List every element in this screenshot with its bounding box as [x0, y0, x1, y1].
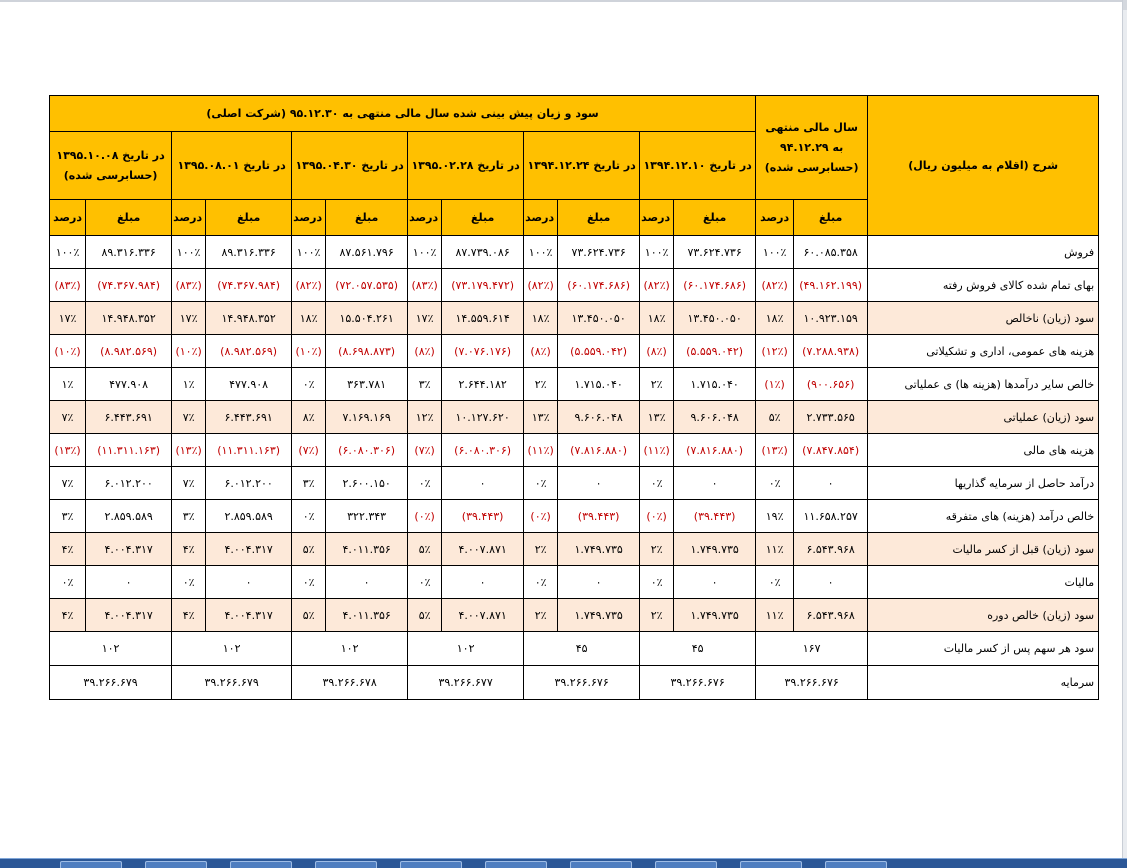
percent-cell: (۸۲٪): [640, 269, 674, 302]
percent-cell: ۲٪: [640, 368, 674, 401]
table-row: [50, 401, 1099, 434]
percent-cell: ۲٪: [640, 599, 674, 632]
amount-cell: ۱.۷۱۵.۰۴۰: [674, 368, 756, 401]
amount-cell: ۰: [794, 566, 868, 599]
amount-cell: (۵.۵۵۹.۰۴۲): [674, 335, 756, 368]
amount-cell: ۰: [558, 467, 640, 500]
percent-cell: ۳٪: [50, 500, 86, 533]
percent-cell: (۱۳٪): [756, 434, 794, 467]
percent-subheader: درصد: [640, 200, 674, 236]
percent-cell: ۱۳٪: [524, 401, 558, 434]
amount-cell: (۷.۰۷۶.۱۷۶): [442, 335, 524, 368]
percent-cell: ۰٪: [756, 566, 794, 599]
percent-cell: ۰٪: [640, 467, 674, 500]
amount-cell: ۱.۷۱۵.۰۴۰: [558, 368, 640, 401]
table-row: [50, 566, 1099, 599]
percent-cell: (۸۲٪): [524, 269, 558, 302]
amount-cell: ۲.۶۴۴.۱۸۲: [442, 368, 524, 401]
percent-cell: (۱۰٪): [50, 335, 86, 368]
percent-cell: ۱۹٪: [756, 500, 794, 533]
capital-value-cell: ۳۹.۲۶۶.۶۷۹: [172, 666, 292, 700]
amount-cell: ۷۳.۶۲۴.۷۳۶: [558, 236, 640, 269]
forecast-date-header: در تاریخ ۱۳۹۴.۱۲.۲۴: [524, 132, 640, 200]
amount-cell: (۶.۰۸۰.۳۰۶): [326, 434, 408, 467]
row-label: بهای تمام شده کالای فروش رفته: [868, 269, 1099, 302]
amount-subheader: مبلغ: [442, 200, 524, 236]
percent-subheader: درصد: [292, 200, 326, 236]
capital-row: [50, 666, 1099, 700]
eps-value-cell: ۱۰۲: [292, 632, 408, 666]
percent-cell: ۰٪: [524, 566, 558, 599]
percent-cell: (۰٪): [524, 500, 558, 533]
percent-cell: ۰٪: [640, 566, 674, 599]
amount-cell: ۱۴.۹۴۸.۳۵۲: [206, 302, 292, 335]
amount-cell: ۶.۴۴۳.۶۹۱: [206, 401, 292, 434]
forecast-date-header: در تاریخ ۱۳۹۵.۰۲.۲۸: [408, 132, 524, 200]
amount-cell: ۱۵.۵۰۴.۲۶۱: [326, 302, 408, 335]
percent-cell: (۱٪): [756, 368, 794, 401]
percent-cell: ۳٪: [408, 368, 442, 401]
description-header: شرح (اقلام به میلیون ریال): [868, 96, 1099, 236]
amount-cell: (۸.۹۸۲.۵۶۹): [86, 335, 172, 368]
percent-cell: ۱۸٪: [640, 302, 674, 335]
percent-cell: ۰٪: [524, 467, 558, 500]
percent-cell: ۱۸٪: [292, 302, 326, 335]
percent-cell: (۷٪): [292, 434, 326, 467]
amount-cell: ۰: [86, 566, 172, 599]
percent-cell: ۱۱٪: [756, 533, 794, 566]
percent-cell: (۱۰٪): [172, 335, 206, 368]
forecast-date-header: در تاریخ ۱۳۹۵.۰۴.۳۰: [292, 132, 408, 200]
amount-cell: ۶۰.۰۸۵.۳۵۸: [794, 236, 868, 269]
amount-cell: ۰: [326, 566, 408, 599]
amount-cell: (۱۱.۳۱۱.۱۶۳): [86, 434, 172, 467]
percent-subheader: درصد: [50, 200, 86, 236]
amount-subheader: مبلغ: [86, 200, 172, 236]
percent-cell: ۱۸٪: [524, 302, 558, 335]
amount-cell: (۳۹.۴۴۳): [442, 500, 524, 533]
percent-cell: ۱۰۰٪: [524, 236, 558, 269]
amount-cell: (۷.۲۸۸.۹۳۸): [794, 335, 868, 368]
percent-cell: (۸٪): [524, 335, 558, 368]
amount-cell: ۴.۰۰۷.۸۷۱: [442, 533, 524, 566]
amount-cell: ۸۹.۳۱۶.۳۳۶: [206, 236, 292, 269]
row-label: خالص درآمد (هزینه) های متفرقه: [868, 500, 1099, 533]
row-label: هزینه های عمومی، اداری و تشکیلاتی: [868, 335, 1099, 368]
percent-cell: ۴٪: [172, 533, 206, 566]
percent-cell: (۸۳٪): [172, 269, 206, 302]
amount-cell: (۸.۹۸۲.۵۶۹): [206, 335, 292, 368]
amount-subheader: مبلغ: [326, 200, 408, 236]
amount-cell: (۷۴.۳۶۷.۹۸۴): [86, 269, 172, 302]
amount-subheader: مبلغ: [206, 200, 292, 236]
amount-cell: ۱۰.۹۲۳.۱۵۹: [794, 302, 868, 335]
amount-cell: ۱۱.۶۵۸.۲۵۷: [794, 500, 868, 533]
row-label: هزینه های مالی: [868, 434, 1099, 467]
amount-cell: ۱۳.۴۵۰.۰۵۰: [674, 302, 756, 335]
row-label: مالیات: [868, 566, 1099, 599]
percent-cell: (۱۲٪): [756, 335, 794, 368]
percent-cell: ۳٪: [292, 467, 326, 500]
percent-cell: ۱۰۰٪: [640, 236, 674, 269]
amount-cell: (۷.۸۱۶.۸۸۰): [558, 434, 640, 467]
percent-cell: ۰٪: [756, 467, 794, 500]
percent-cell: (۰٪): [408, 500, 442, 533]
row-label: فروش: [868, 236, 1099, 269]
percent-cell: ۱۷٪: [408, 302, 442, 335]
percent-cell: ۱۳٪: [640, 401, 674, 434]
percent-cell: ۰٪: [292, 500, 326, 533]
forecast-date-header: در تاریخ ۱۳۹۴.۱۲.۱۰: [640, 132, 756, 200]
percent-subheader: درصد: [756, 200, 794, 236]
amount-cell: ۱.۷۴۹.۷۳۵: [558, 533, 640, 566]
amount-cell: ۳۶۳.۷۸۱: [326, 368, 408, 401]
capital-value-cell: ۳۹.۲۶۶.۶۷۶: [524, 666, 640, 700]
percent-cell: (۸٪): [640, 335, 674, 368]
amount-cell: ۷۳.۶۲۴.۷۳۶: [674, 236, 756, 269]
amount-subheader: مبلغ: [794, 200, 868, 236]
capital-value-cell: ۳۹.۲۶۶.۶۷۶: [756, 666, 868, 700]
percent-cell: (۸٪): [408, 335, 442, 368]
percent-cell: ۲٪: [524, 368, 558, 401]
percent-cell: (۸۲٪): [756, 269, 794, 302]
percent-cell: (۸۳٪): [408, 269, 442, 302]
amount-cell: ۰: [206, 566, 292, 599]
percent-cell: ۱۲٪: [408, 401, 442, 434]
amount-cell: (۹۰۰.۶۵۶): [794, 368, 868, 401]
amount-cell: ۶.۰۱۲.۲۰۰: [86, 467, 172, 500]
amount-cell: (۶۰.۱۷۴.۶۸۶): [674, 269, 756, 302]
amount-cell: ۴۷۷.۹۰۸: [206, 368, 292, 401]
percent-cell: ۲٪: [524, 599, 558, 632]
amount-cell: ۴.۰۰۴.۳۱۷: [206, 533, 292, 566]
amount-cell: ۸۷.۷۳۹.۰۸۶: [442, 236, 524, 269]
percent-cell: ۱۷٪: [50, 302, 86, 335]
audited-year-header: سال مالی منتهی به ۹۴.۱۲.۲۹ (حسابرسی شده): [756, 96, 868, 200]
percent-cell: ۰٪: [292, 566, 326, 599]
percent-cell: ۰٪: [172, 566, 206, 599]
percent-cell: ۵٪: [408, 599, 442, 632]
table-row: [50, 500, 1099, 533]
percent-cell: (۱۳٪): [50, 434, 86, 467]
percent-cell: ۱۸٪: [756, 302, 794, 335]
amount-cell: ۶.۰۱۲.۲۰۰: [206, 467, 292, 500]
amount-cell: ۰: [674, 467, 756, 500]
amount-cell: ۱۳.۴۵۰.۰۵۰: [558, 302, 640, 335]
percent-cell: ۷٪: [50, 467, 86, 500]
percent-cell: ۸٪: [292, 401, 326, 434]
percent-cell: (۱۱٪): [524, 434, 558, 467]
amount-cell: ۰: [674, 566, 756, 599]
percent-cell: ۴٪: [172, 599, 206, 632]
amount-cell: (۳۹.۴۴۳): [558, 500, 640, 533]
amount-cell: ۲.۷۳۳.۵۶۵: [794, 401, 868, 434]
percent-cell: ۷٪: [50, 401, 86, 434]
percent-subheader: درصد: [524, 200, 558, 236]
amount-cell: ۹.۶۰۶.۰۴۸: [674, 401, 756, 434]
percent-cell: ۲٪: [524, 533, 558, 566]
table-row: [50, 335, 1099, 368]
percent-cell: ۱۰۰٪: [172, 236, 206, 269]
percent-cell: (۷٪): [408, 434, 442, 467]
amount-cell: ۴۷۷.۹۰۸: [86, 368, 172, 401]
amount-cell: ۴.۰۱۱.۳۵۶: [326, 599, 408, 632]
amount-cell: (۶.۰۸۰.۳۰۶): [442, 434, 524, 467]
amount-cell: ۲.۸۵۹.۵۸۹: [206, 500, 292, 533]
amount-cell: ۴.۰۰۴.۳۱۷: [86, 599, 172, 632]
amount-cell: ۰: [794, 467, 868, 500]
percent-cell: ۱۰۰٪: [292, 236, 326, 269]
capital-value-cell: ۳۹.۲۶۶.۶۷۶: [640, 666, 756, 700]
amount-cell: (۷.۸۱۶.۸۸۰): [674, 434, 756, 467]
table-row: [50, 302, 1099, 335]
amount-cell: (۷۲.۰۵۷.۵۳۵): [326, 269, 408, 302]
table-row: [50, 599, 1099, 632]
eps-value-cell: ۱۰۲: [172, 632, 292, 666]
amount-cell: ۶.۴۴۳.۶۹۱: [86, 401, 172, 434]
amount-cell: (۷۳.۱۷۹.۴۷۲): [442, 269, 524, 302]
window-top-edge: [0, 0, 1127, 2]
percent-cell: ۱۱٪: [756, 599, 794, 632]
percent-cell: ۱۰۰٪: [756, 236, 794, 269]
percent-cell: ۲٪: [640, 533, 674, 566]
amount-cell: (۳۹.۴۴۳): [674, 500, 756, 533]
percent-cell: ۰٪: [50, 566, 86, 599]
percent-cell: ۵٪: [292, 599, 326, 632]
row-label: سود (زیان) عملیاتی: [868, 401, 1099, 434]
row-label: سود (زیان) قبل از کسر مالیات: [868, 533, 1099, 566]
percent-subheader: درصد: [408, 200, 442, 236]
row-label: سود (زیان) ناخالص: [868, 302, 1099, 335]
amount-subheader: مبلغ: [558, 200, 640, 236]
forecast-header: سود و زیان پیش بینی شده سال مالی منتهی به ۹۵.۱۲.۳۰ (شرکت اصلی): [50, 96, 756, 132]
percent-cell: (۱۳٪): [172, 434, 206, 467]
amount-cell: ۴.۰۱۱.۳۵۶: [326, 533, 408, 566]
table-row: [50, 368, 1099, 401]
amount-cell: ۱۴.۹۴۸.۳۵۲: [86, 302, 172, 335]
amount-cell: (۴۹.۱۶۲.۱۹۹): [794, 269, 868, 302]
eps-value-cell: ۴۵: [640, 632, 756, 666]
percent-cell: ۵٪: [292, 533, 326, 566]
eps-value-cell: ۱۰۲: [50, 632, 172, 666]
percent-cell: ۴٪: [50, 599, 86, 632]
capital-value-cell: ۳۹.۲۶۶.۶۷۹: [50, 666, 172, 700]
amount-cell: (۶۰.۱۷۴.۶۸۶): [558, 269, 640, 302]
eps-value-cell: ۱۰۲: [408, 632, 524, 666]
percent-cell: (۰٪): [640, 500, 674, 533]
percent-cell: ۱٪: [172, 368, 206, 401]
percent-cell: (۱۰٪): [292, 335, 326, 368]
percent-cell: ۵٪: [756, 401, 794, 434]
amount-cell: ۲.۸۵۹.۵۸۹: [86, 500, 172, 533]
amount-cell: (۱۱.۳۱۱.۱۶۳): [206, 434, 292, 467]
percent-cell: ۵٪: [408, 533, 442, 566]
amount-cell: (۷.۸۴۷.۸۵۴): [794, 434, 868, 467]
percent-cell: ۱۷٪: [172, 302, 206, 335]
amount-cell: ۶.۵۴۳.۹۶۸: [794, 533, 868, 566]
percent-cell: ۰٪: [292, 368, 326, 401]
percent-cell: ۱۰۰٪: [50, 236, 86, 269]
forecast-date-header: در تاریخ ۱۳۹۵.۱۰.۰۸ (حسابرسی شده): [50, 132, 172, 200]
percent-cell: ۳٪: [172, 500, 206, 533]
amount-cell: ۸۷.۵۶۱.۷۹۶: [326, 236, 408, 269]
percent-cell: ۷٪: [172, 401, 206, 434]
table-row: [50, 269, 1099, 302]
table-row: [50, 467, 1099, 500]
amount-cell: ۱۰.۱۲۷.۶۲۰: [442, 401, 524, 434]
amount-cell: ۰: [558, 566, 640, 599]
capital-value-cell: ۳۹.۲۶۶.۶۷۷: [408, 666, 524, 700]
row-label: خالص سایر درآمدها (هزینه ها) ی عملیاتی: [868, 368, 1099, 401]
table-row: [50, 236, 1099, 269]
eps-value-cell: ۴۵: [524, 632, 640, 666]
percent-cell: ۷٪: [172, 467, 206, 500]
vertical-scrollbar[interactable]: [1122, 0, 1127, 858]
amount-cell: ۳۲۲.۳۴۳: [326, 500, 408, 533]
scroll-up-arrow-icon[interactable]: [1123, 0, 1127, 10]
amount-cell: ۲.۶۰۰.۱۵۰: [326, 467, 408, 500]
eps-row: [50, 632, 1099, 666]
forecast-date-header: در تاریخ ۱۳۹۵.۰۸.۰۱: [172, 132, 292, 200]
percent-cell: ۱۰۰٪: [408, 236, 442, 269]
row-label: درآمد حاصل از سرمایه گذاریها: [868, 467, 1099, 500]
amount-cell: ۸۹.۳۱۶.۳۳۶: [86, 236, 172, 269]
table-row: [50, 533, 1099, 566]
percent-cell: (۱۱٪): [640, 434, 674, 467]
percent-cell: ۱٪: [50, 368, 86, 401]
percent-cell: ۰٪: [408, 566, 442, 599]
amount-cell: ۰: [442, 566, 524, 599]
row-label: سود (زیان) خالص دوره: [868, 599, 1099, 632]
amount-cell: ۰: [442, 467, 524, 500]
amount-cell: ۴.۰۰۴.۳۱۷: [206, 599, 292, 632]
percent-cell: (۸۳٪): [50, 269, 86, 302]
amount-cell: ۷.۱۶۹.۱۶۹: [326, 401, 408, 434]
eps-value-cell: ۱۶۷: [756, 632, 868, 666]
amount-subheader: مبلغ: [674, 200, 756, 236]
percent-cell: (۸۲٪): [292, 269, 326, 302]
percent-cell: ۰٪: [408, 467, 442, 500]
percent-subheader: درصد: [172, 200, 206, 236]
amount-cell: ۹.۶۰۶.۰۴۸: [558, 401, 640, 434]
amount-cell: ۱.۷۴۹.۷۳۵: [674, 599, 756, 632]
table-row: [50, 434, 1099, 467]
amount-cell: ۴.۰۰۷.۸۷۱: [442, 599, 524, 632]
amount-cell: (۷۴.۳۶۷.۹۸۴): [206, 269, 292, 302]
row-label: سود هر سهم پس از کسر مالیات: [868, 632, 1099, 666]
amount-cell: ۱.۷۴۹.۷۳۵: [558, 599, 640, 632]
amount-cell: (۸.۶۹۸.۸۷۳): [326, 335, 408, 368]
amount-cell: ۴.۰۰۴.۳۱۷: [86, 533, 172, 566]
percent-cell: ۴٪: [50, 533, 86, 566]
amount-cell: ۱۴.۵۵۹.۶۱۴: [442, 302, 524, 335]
profit-loss-forecast-table: [49, 95, 1099, 700]
amount-cell: (۵.۵۵۹.۰۴۲): [558, 335, 640, 368]
capital-value-cell: ۳۹.۲۶۶.۶۷۸: [292, 666, 408, 700]
amount-cell: ۶.۵۴۳.۹۶۸: [794, 599, 868, 632]
amount-cell: ۱.۷۴۹.۷۳۵: [674, 533, 756, 566]
row-label: سرمایه: [868, 666, 1099, 700]
